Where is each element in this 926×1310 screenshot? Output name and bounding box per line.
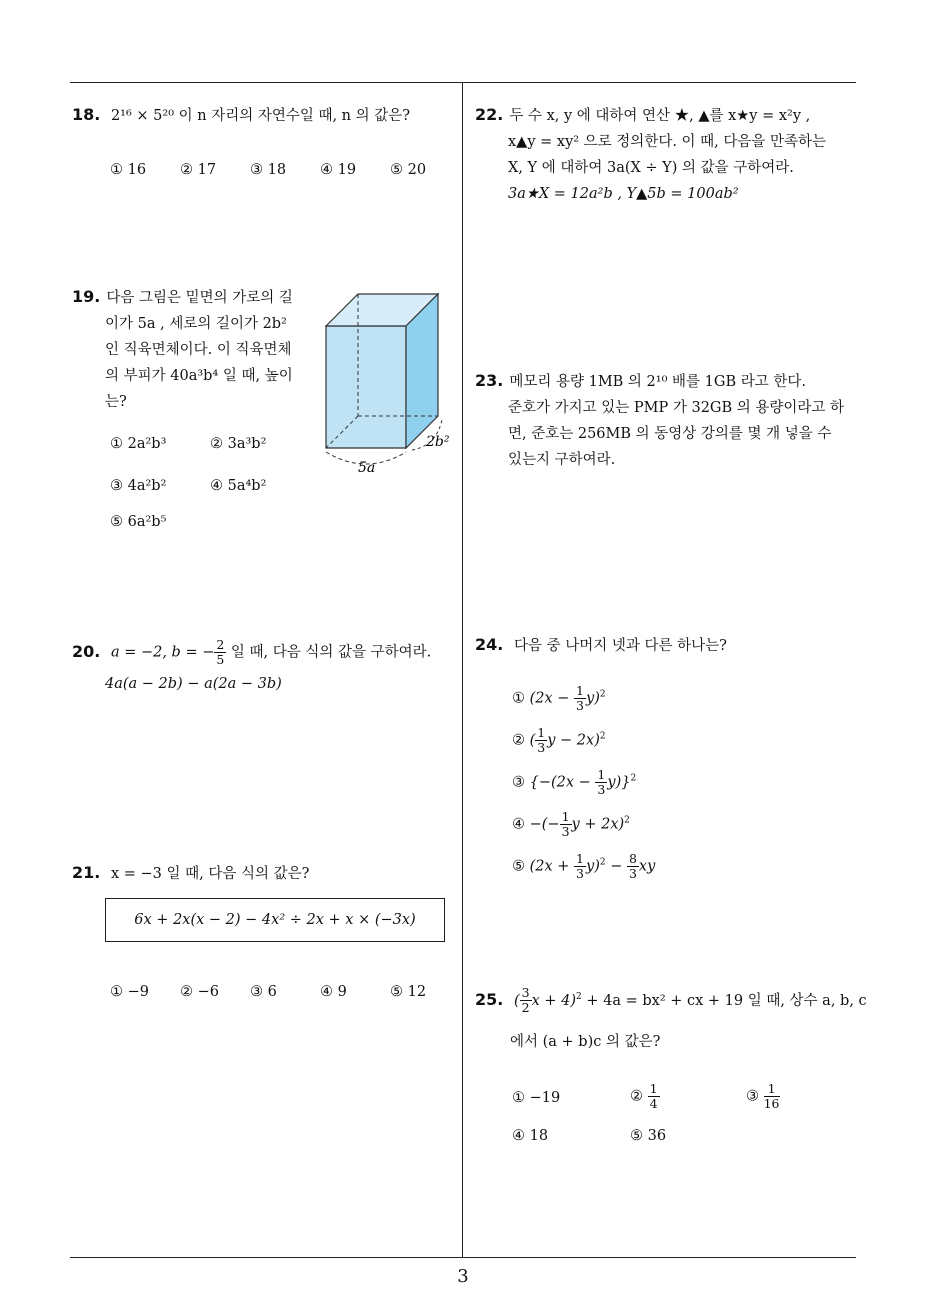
question-23 [475,368,844,473]
q23-line-3: 면, 준호는 256MB 의 동영상 강의를 몇 개 넣을 수 [508,426,832,442]
question-21 [72,860,309,887]
question-19 [72,284,322,415]
q23-line-4: 있는지 구하여라. [508,452,616,468]
q25-line-2: 에서 (a + b)c 의 값은? [510,1034,661,1050]
question-24 [475,632,727,659]
label-width: 5a [358,460,376,476]
q21-expression-box: 6x + 2x(x − 2) − 4x² ÷ 2x + x × (−3x) [105,898,445,942]
q21-choice-4[interactable]: ④ 9 [320,984,347,1000]
q19-line-2: 이가 5a , 세로의 길이가 2b² [105,316,287,332]
question-number: 22. [475,105,504,124]
q22-line-3: X, Y 에 대하여 3a(X ÷ Y) 의 값을 구하여라. [508,160,794,176]
q22-line-2: x▲y = xy² 으로 정의한다. 이 때, 다음을 만족하는 [508,134,827,150]
q21-choice-5[interactable]: ⑤ 12 [390,984,427,1000]
question-22 [475,102,826,207]
column-divider [462,83,463,1258]
question-number: 21. [72,863,101,882]
q22-line-1: 두 수 x, y 에 대하여 연산 ★, ▲를 x★y = x²y , [509,108,811,124]
fraction: $\frac{2}{5}$ [216,637,225,667]
q18-choice-5[interactable]: ⑤ 20 [390,162,427,178]
q25-choice-4[interactable]: ④ 18 [512,1128,549,1144]
q19-choice-3[interactable]: ③ 4a²b² [110,478,167,494]
q20-lead: a = −2, b = − [110,644,215,661]
bottom-rule [70,1257,856,1258]
q19-choice-1[interactable]: ① 2a²b³ [110,436,167,452]
q19-line-4: 의 부피가 40a³b⁴ 일 때, 높이 [105,368,293,384]
label-depth: 2b² [426,434,450,450]
question-number: 25. [475,989,504,1009]
q18-choice-4[interactable]: ④ 19 [320,162,357,178]
q19-line-3: 인 직육면체이다. 이 직육면체 [105,342,292,358]
q19-choice-5[interactable]: ⑤ 6a²b⁵ [110,514,167,530]
question-text: 2¹⁶ × 5²⁰ 이 n 자리의 자연수일 때, n 의 값은? [110,108,411,124]
q19-line-1: 다음 그림은 밑면의 가로의 길 [106,290,293,306]
question-number: 18. [72,105,101,124]
question-number: 19. [72,287,101,306]
q24-choice-4[interactable]: ④ −(− $\frac{1}{3}$ y + 2x)$^2$ [512,809,630,839]
question-18 [72,102,410,129]
q23-line-2: 준호가 가지고 있는 PMP 가 32GB 의 용량이라고 하 [508,400,845,416]
q18-choice-3[interactable]: ③ 18 [250,162,287,178]
q19-choice-4[interactable]: ④ 5a⁴b² [210,478,267,494]
q25-choice-2[interactable]: ② $\frac{1}{4}$ [630,1081,658,1111]
question-20 [72,638,431,667]
page-number: 3 [457,1266,469,1287]
q24-choice-2[interactable]: ② ( $\frac{1}{3}$ y − 2x)$^2$ [512,725,606,755]
q18-choice-2[interactable]: ② 17 [180,162,217,178]
q25-tail: + 4a = bx² + cx + 19 일 때, 상수 a, b, c [581,992,867,1009]
q25-choice-3[interactable]: ③ $\frac{1}{16}$ [746,1081,780,1111]
cuboid-figure [318,286,458,476]
q20-tail: 일 때, 다음 식의 값을 구하여라. [226,644,432,661]
q22-condition: 3a★X = 12a²b , Y▲5b = 100ab² [508,186,739,202]
q19-line-5: 는? [105,394,127,410]
q24-choice-5[interactable]: ⑤ (2x + $\frac{1}{3}$ y)$^2$ − $\frac{8}{3}$ xy [512,851,656,881]
question-number: 24. [475,635,504,654]
q19-choice-2[interactable]: ② 3a³b² [210,436,267,452]
q21-choice-1[interactable]: ① −9 [110,984,149,1000]
question-number: 23. [475,371,504,390]
q24-choice-3[interactable]: ③ {−(2x − $\frac{1}{3}$ y)}$^2$ [512,767,637,797]
q25-choice-5[interactable]: ⑤ 36 [630,1128,667,1144]
q21-choice-2[interactable]: ② −6 [180,984,219,1000]
q24-choice-1[interactable]: ① (2x − $\frac{1}{3}$ y)$^2$ [512,683,606,713]
q18-choice-1[interactable]: ① 16 [110,162,147,178]
question-text: 다음 중 나머지 넷과 다른 하나는? [513,638,727,654]
question-number: 20. [72,641,101,661]
q23-line-1: 메모리 용량 1MB 의 2¹⁰ 배를 1GB 라고 한다. [509,374,806,390]
q20-expression: 4a(a − 2b) − a(2a − 3b) [105,676,282,692]
question-25: 25. ( $\frac{3}{2}$ x + 4)$^2$ + 4a = bx² + cx + 19 일 때, 상수 a, b, c [475,985,867,1016]
question-text: x = −3 일 때, 다음 식의 값은? [110,866,310,882]
q25-choice-1[interactable]: ① −19 [512,1090,561,1106]
q21-choice-3[interactable]: ③ 6 [250,984,277,1000]
